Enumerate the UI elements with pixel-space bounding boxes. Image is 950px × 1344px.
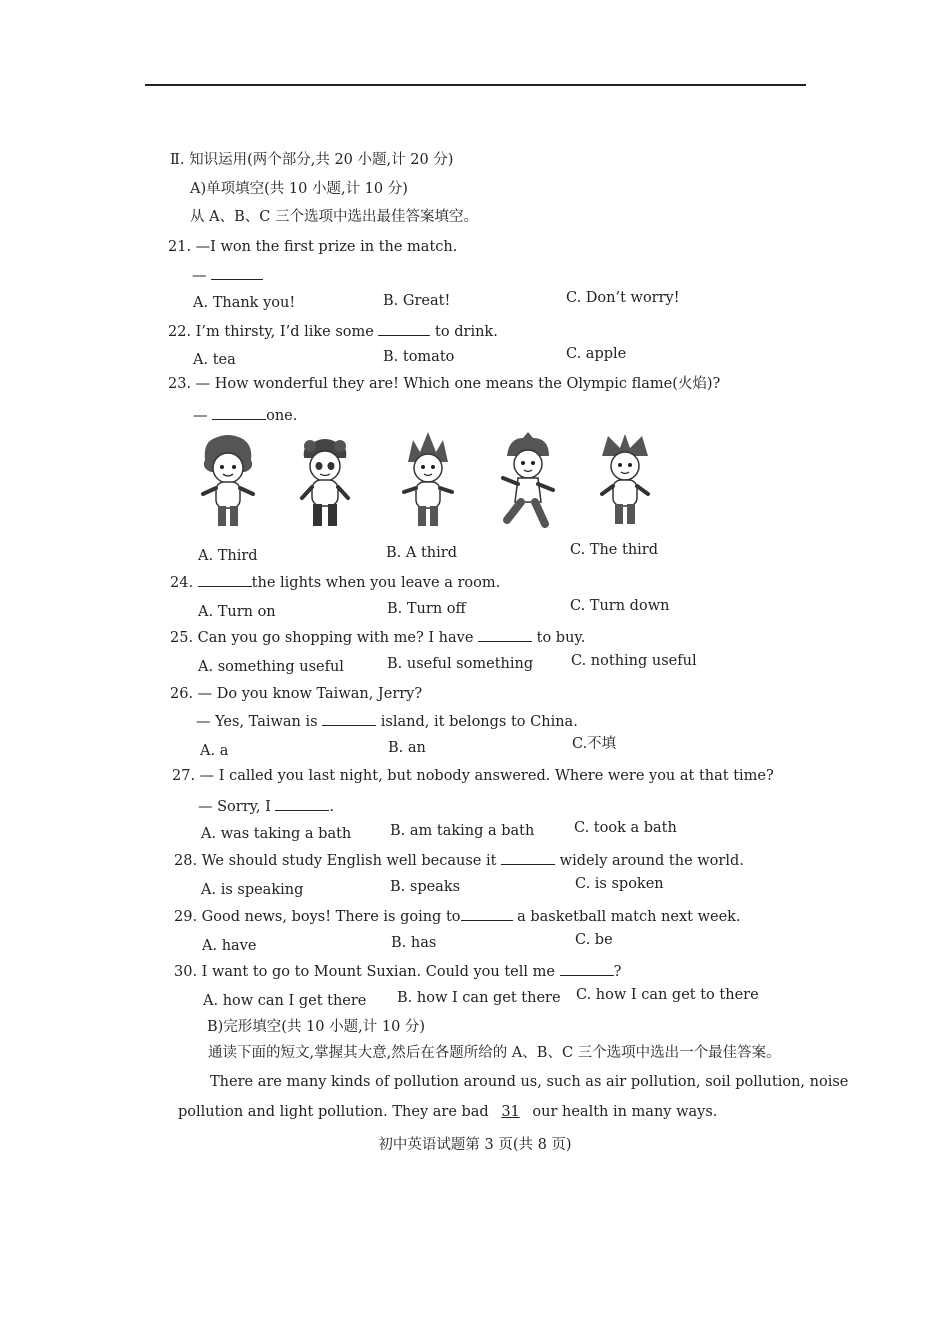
question-21-reply: — (192, 265, 263, 286)
question-28-option-c: C. is spoken (575, 876, 664, 892)
question-21-option-a: A. Thank you! (193, 295, 296, 311)
olympic-mascots (188, 432, 668, 532)
question-22-stem: 22. I’m thirsty, I’d like some to drink. (168, 321, 498, 342)
question-29-option-b: B. has (391, 935, 437, 951)
part-b-title: B)完形填空(共 10 小题,计 10 分) (207, 1019, 426, 1035)
question-27-option-c: C. took a bath (574, 820, 677, 836)
question-24-option-a: A. Turn on (198, 604, 276, 620)
huanhuan-mascot-icon (393, 432, 463, 532)
header-rule (145, 84, 806, 86)
question-27-stem: 27. — I called you last night, but nobody answered. Where were you at that time? (172, 768, 774, 784)
question-28-option-b: B. speaks (390, 879, 461, 895)
question-21-option-b: B. Great! (383, 293, 451, 309)
blank-31: 31 (501, 1104, 520, 1120)
question-24-stem: 24. the lights when you leave a room. (170, 572, 500, 593)
question-23-option-a: A. Third (198, 548, 258, 564)
section-title: Ⅱ. 知识运用(两个部分,共 20 小题,计 20 分) (170, 152, 454, 168)
question-25-option-b: B. useful something (387, 656, 534, 672)
part-a-instruction: 从 A、B、C 三个选项中选出最佳答案填空。 (190, 209, 478, 225)
question-30-option-a: A. how can I get there (203, 993, 367, 1009)
question-25-option-c: C. nothing useful (571, 653, 697, 669)
question-23-reply: — one. (193, 405, 297, 426)
question-26-option-b: B. an (388, 740, 426, 756)
beibei-mascot-icon (193, 432, 263, 532)
question-30-stem: 30. I want to go to Mount Suxian. Could you tell me ? (174, 961, 621, 982)
passage-line-1: There are many kinds of pollution around us, such as air pollution, soil pollution, noise (210, 1074, 849, 1090)
question-29-stem: 29. Good news, boys! There is going to a basketball match next week. (174, 906, 741, 927)
passage-line-2: pollution and light pollution. They are bad 31 our health in many ways. (178, 1104, 718, 1120)
question-24-option-b: B. Turn off (387, 601, 466, 617)
question-23-stem: 23. — How wonderful they are! Which one means the Olympic flame(火焰)? (168, 376, 721, 392)
part-a-title: A)单项填空(共 10 小题,计 10 分) (190, 181, 408, 197)
question-27-option-a: A. was taking a bath (201, 826, 352, 842)
question-22-option-a: A. tea (193, 352, 236, 368)
question-24-option-c: C. Turn down (570, 598, 670, 614)
nini-mascot-icon (590, 432, 660, 532)
part-b-instruction: 通读下面的短文,掌握其大意,然后在各题所给的 A、B、C 三个选项中选出一个最佳答案。 (208, 1045, 781, 1061)
question-30-option-b: B. how I can get there (397, 990, 561, 1006)
question-30-option-c: C. how I can get to there (576, 987, 759, 1003)
question-22-option-b: B. tomato (383, 349, 455, 365)
question-28-option-a: A. is speaking (201, 882, 304, 898)
question-23-option-b: B. A third (386, 545, 457, 561)
question-21-option-c: C. Don’t worry! (566, 290, 680, 306)
question-21-stem: 21. —I won the first prize in the match. (168, 239, 458, 255)
question-26-option-c: C.不填 (572, 736, 617, 752)
yingying-mascot-icon (493, 432, 563, 532)
question-26-stem: 26. — Do you know Taiwan, Jerry? (170, 686, 423, 702)
question-27-reply: — Sorry, I . (198, 796, 334, 817)
question-27-option-b: B. am taking a bath (390, 823, 535, 839)
question-25-stem: 25. Can you go shopping with me? I have to buy. (170, 627, 585, 648)
question-29-option-a: A. have (202, 938, 257, 954)
jingjing-mascot-icon (290, 432, 360, 532)
question-26-option-a: A. a (200, 743, 229, 759)
question-25-option-a: A. something useful (198, 659, 344, 675)
question-23-option-c: C. The third (570, 542, 659, 558)
question-26-reply: — Yes, Taiwan is island, it belongs to China. (196, 711, 578, 732)
question-29-option-c: C. be (575, 932, 613, 948)
page-footer: 初中英语试题第 3 页(共 8 页) (378, 1137, 572, 1153)
question-22-option-c: C. apple (566, 346, 627, 362)
question-28-stem: 28. We should study English well because it widely around the world. (174, 850, 744, 871)
